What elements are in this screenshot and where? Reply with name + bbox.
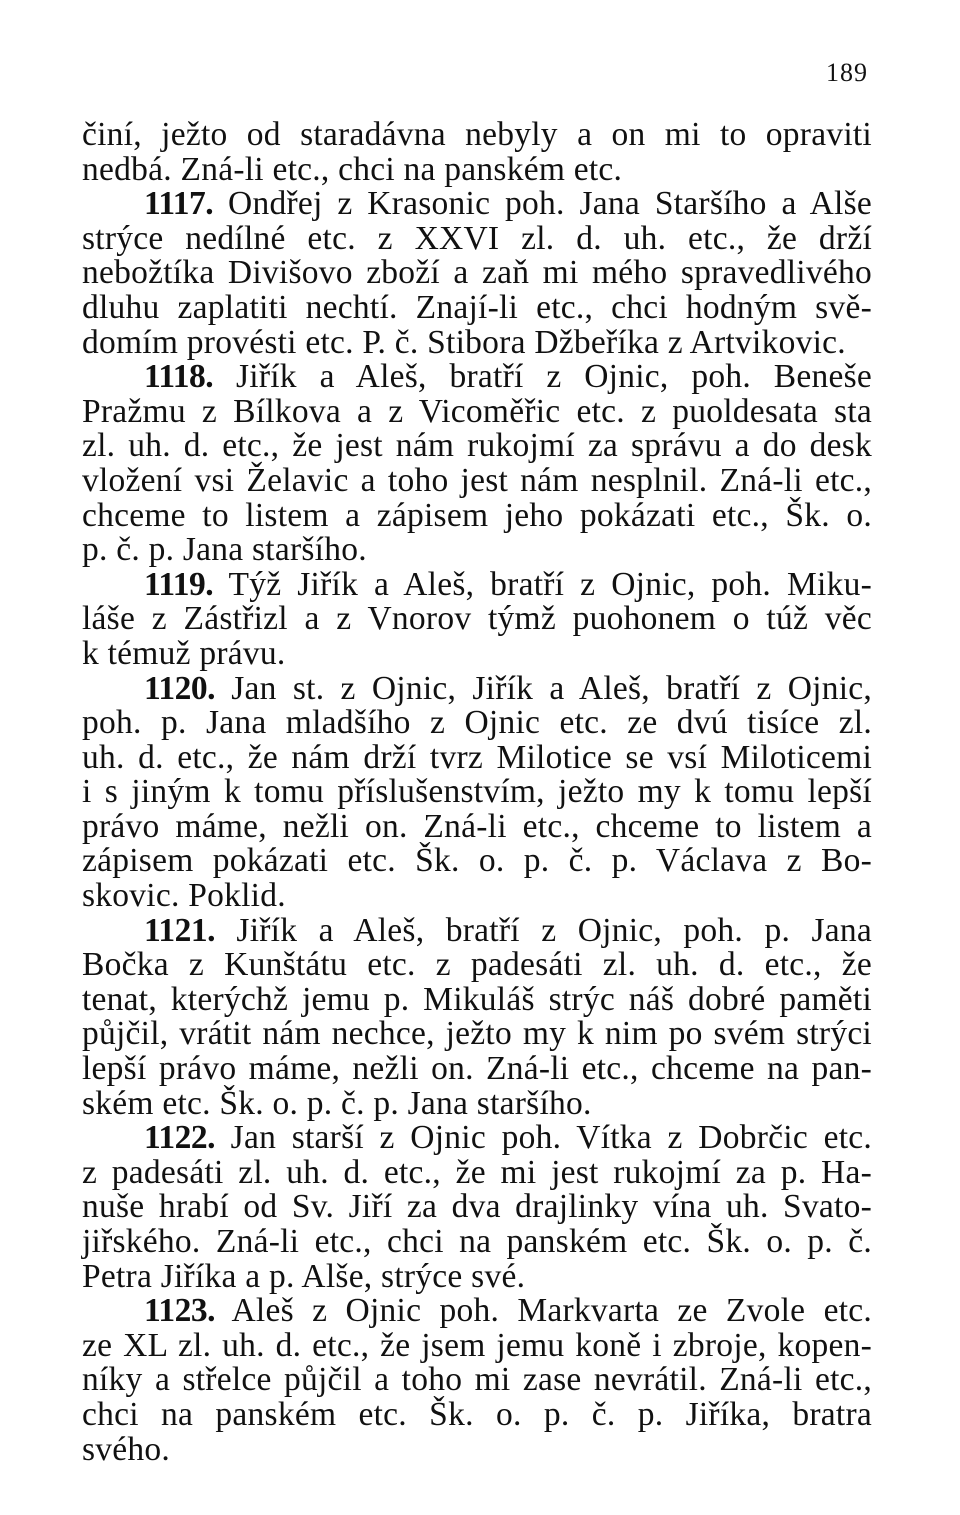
line-text: zápisem pokázati etc. Šk. o. p. č. p. Václava z Bo- bbox=[82, 842, 872, 880]
line-text: ze XL zl. uh. d. etc., že jsem jemu koně i zbroje, kopen- bbox=[82, 1326, 872, 1364]
page-number: 189 bbox=[826, 58, 868, 87]
text-line bbox=[82, 1363, 872, 1398]
line-text: dluhu zaplatiti nechtí. Znají-li etc., chci hodným svě- bbox=[82, 288, 872, 326]
text-line bbox=[82, 1190, 872, 1225]
line-text: svého. bbox=[82, 1430, 171, 1468]
line-text: strýce nedílné etc. z XXVI zl. d. uh. etc., že drží bbox=[82, 219, 872, 257]
text-line bbox=[82, 1153, 872, 1191]
entry-number: 1117. bbox=[144, 185, 214, 223]
text-line bbox=[82, 1052, 872, 1087]
line-text: skovic. Poklid. bbox=[82, 877, 286, 915]
line-text: jiřského. Zná-li etc., chci na panském etc. Šk. o. p. č. bbox=[82, 1223, 872, 1260]
line-text: domím provésti etc. P. č. Stibora Džbeříka z Artvikovic. bbox=[82, 323, 846, 361]
line-text: Petra Jiříka a p. Alše, strýce své. bbox=[82, 1257, 526, 1295]
text-line bbox=[82, 118, 872, 153]
text-line bbox=[82, 150, 872, 188]
line-text: vložení vsi Želavic a toho jest nám nesplnil. Zná-li etc., bbox=[82, 461, 872, 499]
text-line bbox=[82, 948, 872, 983]
text-line bbox=[82, 1121, 872, 1156]
text-line bbox=[82, 1257, 872, 1295]
text-line bbox=[82, 360, 872, 395]
line-text: nuše hrabí od Sv. Jiří za dva drajlinky vína uh. Svato- bbox=[82, 1188, 872, 1226]
text-line bbox=[82, 775, 872, 810]
line-text: Jan starší z Ojnic poh. Vítka z Dobrčic etc. bbox=[215, 1119, 872, 1157]
line-text: Ondřej z Krasonic poh. Jana Staršího a Alše bbox=[213, 185, 872, 223]
text-line bbox=[82, 1430, 872, 1468]
line-text: tenat, kterýchž jemu p. Mikuláš strýc náš dobré paměti bbox=[82, 980, 872, 1018]
body-text bbox=[82, 118, 872, 1467]
text-line bbox=[82, 1395, 872, 1433]
text-line bbox=[82, 533, 872, 568]
line-text: k témuž právu. bbox=[82, 634, 286, 672]
line-text: láše z Zástřizl a z Vnorov týmž puohonem o túž věc bbox=[82, 600, 872, 638]
text-line bbox=[82, 706, 872, 741]
text-line bbox=[82, 565, 872, 603]
line-text: Jan st. z Ojnic, Jiřík a Aleš, bratří z Ojnic, bbox=[215, 669, 872, 707]
line-text: Jiřík a Aleš, bratří z Ojnic, poh. Beneše bbox=[213, 358, 872, 396]
line-text: ském etc. Šk. o. p. č. p. Jana staršího. bbox=[82, 1084, 592, 1122]
text-line bbox=[82, 256, 872, 291]
line-text: p. č. p. Jana staršího. bbox=[82, 531, 367, 569]
line-text: chceme to listem a zápisem jeho pokázati etc., Šk. o. bbox=[82, 496, 872, 534]
line-text: Pražmu z Bílkova a z Vicoměřic etc. z puoldesata sta bbox=[82, 392, 872, 430]
text-line bbox=[82, 219, 872, 257]
line-text: Týž Jiřík a Aleš, bratří z Ojnic, poh. Miku- bbox=[213, 565, 872, 603]
line-text: nedbá. Zná-li etc., chci na panském etc. bbox=[82, 150, 623, 188]
text-line bbox=[82, 288, 872, 326]
line-text: z padesáti zl. uh. d. etc., že mi jest rukojmí za p. Ha- bbox=[82, 1153, 872, 1191]
line-text: i s jiným k tomu příslušenstvím, ježto my k tomu lepší bbox=[82, 773, 872, 811]
text-line bbox=[82, 738, 872, 776]
entry-number: 1121. bbox=[144, 911, 216, 949]
text-line bbox=[82, 461, 872, 499]
text-line bbox=[82, 844, 872, 879]
text-line bbox=[82, 879, 872, 914]
text-line bbox=[82, 429, 872, 464]
entry-number: 1119. bbox=[144, 565, 214, 603]
text-line bbox=[82, 1326, 872, 1364]
line-text: uh. d. etc., že nám drží tvrz Milotice se vsí Miloticemi bbox=[82, 738, 872, 776]
line-text: níky a střelce půjčil a toho mi zase nevrátil. Zná-li etc., bbox=[82, 1361, 872, 1399]
text-line bbox=[82, 323, 872, 361]
line-text: zl. uh. d. etc., že jest nám rukojmí za správu a do desk bbox=[82, 427, 872, 465]
line-text: činí, ježto od staradávna nebyly a on mi to opraviti bbox=[82, 116, 872, 153]
text-line bbox=[82, 1294, 872, 1329]
text-line bbox=[82, 634, 872, 672]
entry-number: 1122. bbox=[144, 1119, 216, 1157]
line-text: Aleš z Ojnic poh. Markvarta ze Zvole etc. bbox=[215, 1292, 872, 1330]
line-text: chci na panském etc. Šk. o. p. č. p. Jiříka, bratra bbox=[82, 1395, 872, 1433]
line-text: lepší právo máme, nežli on. Zná-li etc., chceme na pan- bbox=[82, 1050, 872, 1088]
text-line bbox=[82, 807, 872, 845]
text-line bbox=[82, 669, 872, 707]
entry-number: 1118. bbox=[144, 358, 214, 396]
line-text: nebožtíka Divišovo zboží a zaň mi mého spravedlivého bbox=[82, 254, 872, 292]
line-text: půjčil, vrátit nám nechce, ježto my k nim po svém strýci bbox=[82, 1015, 872, 1053]
text-line bbox=[82, 496, 872, 534]
line-text: Bočka z Kunštátu etc. z padesáti zl. uh. d. etc., že bbox=[82, 946, 872, 984]
text-line bbox=[82, 1017, 872, 1052]
text-line bbox=[82, 1225, 872, 1260]
text-line bbox=[82, 1084, 872, 1122]
text-line bbox=[82, 980, 872, 1018]
text-line bbox=[82, 187, 872, 222]
entry-number: 1120. bbox=[144, 669, 216, 707]
text-line bbox=[82, 911, 872, 949]
line-text: právo máme, nežli on. Zná-li etc., chceme to listem a bbox=[82, 807, 872, 845]
entry-number: 1123. bbox=[144, 1292, 216, 1330]
text-line bbox=[82, 602, 872, 637]
line-text: Jiřík a Aleš, bratří z Ojnic, poh. p. Jana bbox=[215, 911, 872, 949]
line-text: poh. p. Jana mladšího z Ojnic etc. ze dvú tisíce zl. bbox=[82, 704, 872, 742]
text-line bbox=[82, 392, 872, 430]
